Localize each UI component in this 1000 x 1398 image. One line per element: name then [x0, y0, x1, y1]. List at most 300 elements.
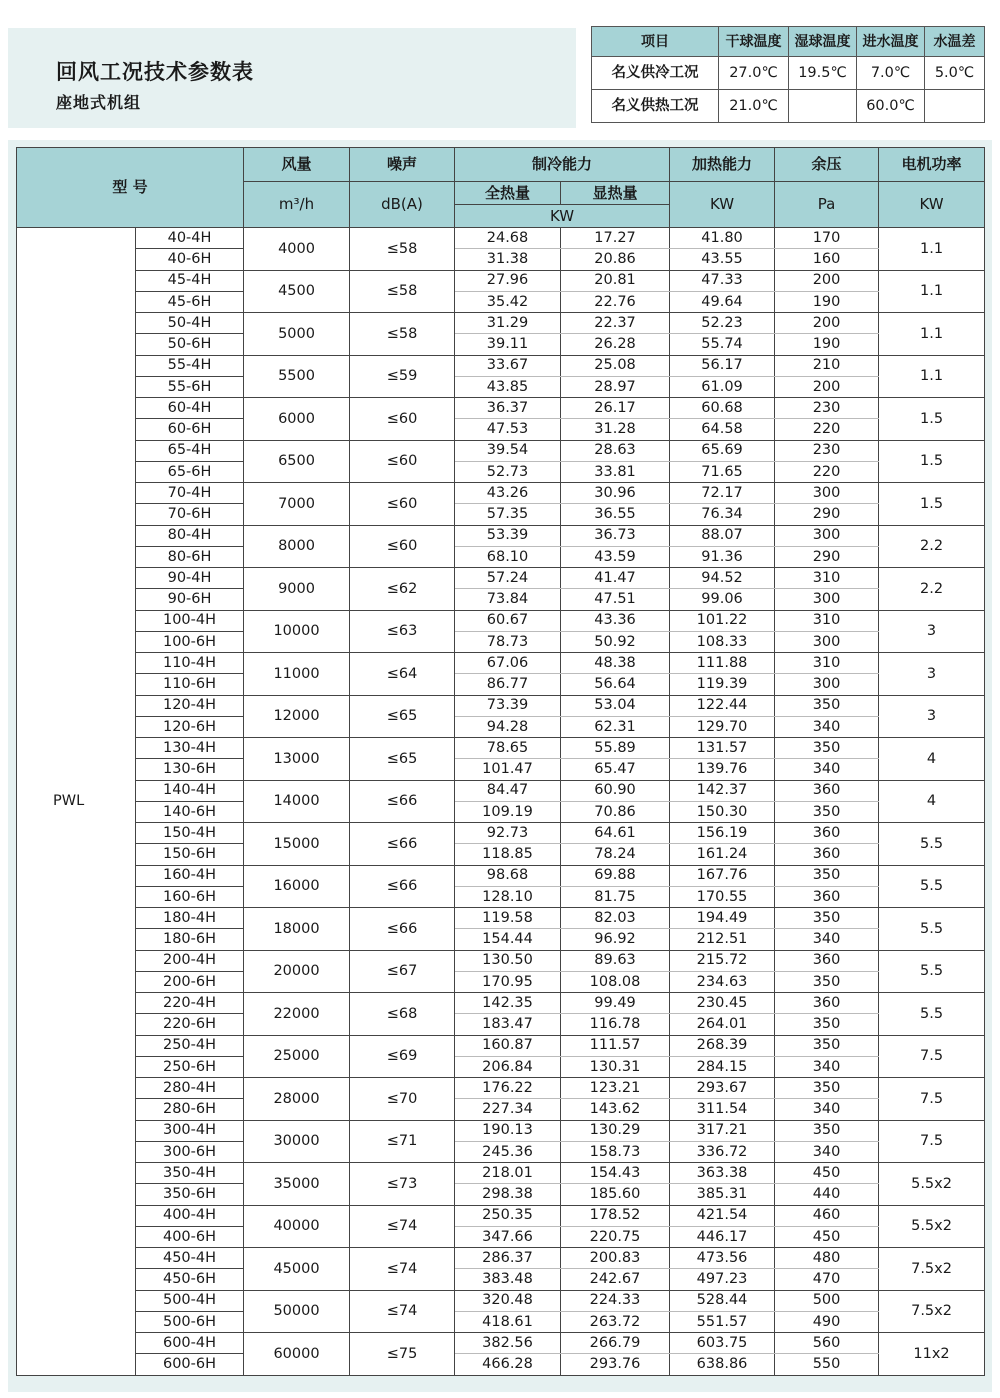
total-heat-cell: 67.06: [455, 653, 561, 674]
model-cell: 180-6H: [136, 929, 244, 950]
sensible-heat-cell: 26.17: [561, 398, 670, 419]
conditions-header-cell: 进水温度: [857, 27, 925, 57]
heating-cell: 64.58: [670, 419, 775, 440]
heating-cell: 268.39: [670, 1035, 775, 1056]
airflow-cell: 6000: [244, 398, 350, 441]
pressure-cell: 310: [775, 568, 879, 589]
table-row: [17, 1035, 985, 1056]
heating-cell: 230.45: [670, 993, 775, 1014]
motor-cell: 3: [879, 653, 985, 696]
airflow-cell: 22000: [244, 993, 350, 1036]
sensible-heat-cell: 81.75: [561, 886, 670, 907]
table-row: [17, 1311, 985, 1332]
pressure-cell: 290: [775, 546, 879, 567]
total-heat-cell: 73.39: [455, 695, 561, 716]
sensible-heat-cell: 41.47: [561, 568, 670, 589]
table-row: [17, 674, 985, 695]
motor-cell: 2.2: [879, 568, 985, 611]
motor-cell: 3: [879, 610, 985, 653]
table-row: [17, 1269, 985, 1290]
conditions-table: [591, 26, 985, 123]
model-cell: 90-4H: [136, 568, 244, 589]
table-row: [17, 270, 985, 291]
pressure-cell: 490: [775, 1311, 879, 1332]
model-cell: 70-4H: [136, 483, 244, 504]
noise-cell: ≤74: [350, 1290, 455, 1333]
pressure-cell: 220: [775, 419, 879, 440]
table-row: [17, 653, 985, 674]
conditions-header-row: [592, 27, 985, 57]
motor-cell: 1.1: [879, 313, 985, 356]
heating-cell: 71.65: [670, 461, 775, 482]
header-model: 型 号: [17, 148, 244, 228]
noise-cell: ≤66: [350, 908, 455, 951]
pressure-cell: 300: [775, 589, 879, 610]
heating-cell: 88.07: [670, 525, 775, 546]
airflow-cell: 45000: [244, 1248, 350, 1291]
pressure-cell: 350: [775, 1014, 879, 1035]
total-heat-cell: 47.53: [455, 419, 561, 440]
series-cell: PWL: [17, 228, 136, 1376]
sensible-heat-cell: 62.31: [561, 716, 670, 737]
motor-cell: 7.5x2: [879, 1290, 985, 1333]
table-row: [17, 780, 985, 801]
total-heat-cell: 206.84: [455, 1056, 561, 1077]
sensible-heat-cell: 31.28: [561, 419, 670, 440]
heating-cell: 284.15: [670, 1056, 775, 1077]
noise-cell: ≤60: [350, 483, 455, 526]
conditions-cell: 27.0℃: [719, 57, 789, 90]
sensible-heat-cell: 158.73: [561, 1141, 670, 1162]
motor-cell: 1.1: [879, 228, 985, 271]
table-row: [17, 695, 985, 716]
table-row: [17, 971, 985, 992]
sensible-heat-cell: 108.08: [561, 971, 670, 992]
sensible-heat-cell: 116.78: [561, 1014, 670, 1035]
airflow-cell: 16000: [244, 865, 350, 908]
heating-cell: 170.55: [670, 886, 775, 907]
airflow-cell: 40000: [244, 1205, 350, 1248]
sensible-heat-cell: 53.04: [561, 695, 670, 716]
header-sensible-heat: 显热量: [561, 182, 670, 205]
total-heat-cell: 118.85: [455, 844, 561, 865]
noise-cell: ≤58: [350, 228, 455, 271]
heating-cell: 167.76: [670, 865, 775, 886]
total-heat-cell: 383.48: [455, 1269, 561, 1290]
table-row: [17, 908, 985, 929]
header-pressure: 余压: [775, 148, 879, 182]
motor-cell: 1.5: [879, 483, 985, 526]
motor-cell: 5.5x2: [879, 1205, 985, 1248]
header-noise-unit: dB(A): [350, 182, 455, 228]
heating-cell: 94.52: [670, 568, 775, 589]
sensible-heat-cell: 130.29: [561, 1120, 670, 1141]
airflow-cell: 60000: [244, 1333, 350, 1376]
header-total-heat: 全热量: [455, 182, 561, 205]
heating-cell: 61.09: [670, 376, 775, 397]
heating-cell: 473.56: [670, 1248, 775, 1269]
model-cell: 200-6H: [136, 971, 244, 992]
airflow-cell: 7000: [244, 483, 350, 526]
total-heat-cell: 43.85: [455, 376, 561, 397]
table-row: [17, 1163, 985, 1184]
table-row: [17, 1056, 985, 1077]
heating-cell: 101.22: [670, 610, 775, 631]
sensible-heat-cell: 60.90: [561, 780, 670, 801]
airflow-cell: 15000: [244, 823, 350, 866]
model-cell: 400-4H: [136, 1205, 244, 1226]
model-cell: 90-6H: [136, 589, 244, 610]
heating-cell: 385.31: [670, 1184, 775, 1205]
heating-cell: 56.17: [670, 355, 775, 376]
heating-cell: 52.23: [670, 313, 775, 334]
model-cell: 450-4H: [136, 1248, 244, 1269]
model-cell: 280-4H: [136, 1078, 244, 1099]
table-row: [17, 1354, 985, 1375]
sensible-heat-cell: 26.28: [561, 334, 670, 355]
model-cell: 80-6H: [136, 546, 244, 567]
noise-cell: ≤62: [350, 568, 455, 611]
pressure-cell: 230: [775, 398, 879, 419]
table-row: [17, 504, 985, 525]
total-heat-cell: 130.50: [455, 950, 561, 971]
sensible-heat-cell: 220.75: [561, 1226, 670, 1247]
noise-cell: ≤74: [350, 1205, 455, 1248]
sensible-heat-cell: 154.43: [561, 1163, 670, 1184]
pressure-cell: 310: [775, 610, 879, 631]
noise-cell: ≤66: [350, 823, 455, 866]
model-cell: 400-6H: [136, 1226, 244, 1247]
pressure-cell: 560: [775, 1333, 879, 1354]
table-row: [17, 1184, 985, 1205]
table-row: [17, 228, 985, 249]
total-heat-cell: 73.84: [455, 589, 561, 610]
sensible-heat-cell: 70.86: [561, 801, 670, 822]
pressure-cell: 300: [775, 525, 879, 546]
heating-cell: 142.37: [670, 780, 775, 801]
spec-table-body: [17, 228, 985, 1376]
model-cell: 100-4H: [136, 610, 244, 631]
heating-cell: 336.72: [670, 1141, 775, 1162]
motor-cell: 5.5: [879, 823, 985, 866]
model-cell: 55-4H: [136, 355, 244, 376]
total-heat-cell: 31.38: [455, 249, 561, 270]
spec-table: [16, 147, 985, 1376]
heating-cell: 122.44: [670, 695, 775, 716]
conditions-label: 名义供冷工况: [592, 57, 719, 90]
table-row: [17, 993, 985, 1014]
heating-cell: 119.39: [670, 674, 775, 695]
noise-cell: ≤66: [350, 780, 455, 823]
airflow-cell: 28000: [244, 1078, 350, 1121]
noise-cell: ≤70: [350, 1078, 455, 1121]
airflow-cell: 8000: [244, 525, 350, 568]
airflow-cell: 13000: [244, 738, 350, 781]
total-heat-cell: 24.68: [455, 228, 561, 249]
heating-cell: 603.75: [670, 1333, 775, 1354]
table-row: [17, 1099, 985, 1120]
table-row: [17, 823, 985, 844]
heating-cell: 139.76: [670, 759, 775, 780]
total-heat-cell: 60.67: [455, 610, 561, 631]
pressure-cell: 190: [775, 291, 879, 312]
model-cell: 350-6H: [136, 1184, 244, 1205]
heating-cell: 161.24: [670, 844, 775, 865]
conditions-header-cell: 干球温度: [719, 27, 789, 57]
heating-cell: 551.57: [670, 1311, 775, 1332]
total-heat-cell: 98.68: [455, 865, 561, 886]
table-row: [17, 886, 985, 907]
model-cell: 150-4H: [136, 823, 244, 844]
pressure-cell: 200: [775, 376, 879, 397]
pressure-cell: 350: [775, 1035, 879, 1056]
model-cell: 110-4H: [136, 653, 244, 674]
sensible-heat-cell: 82.03: [561, 908, 670, 929]
sensible-heat-cell: 22.37: [561, 313, 670, 334]
heating-cell: 76.34: [670, 504, 775, 525]
pressure-cell: 350: [775, 1120, 879, 1141]
heating-cell: 43.55: [670, 249, 775, 270]
pressure-cell: 340: [775, 1056, 879, 1077]
pressure-cell: 470: [775, 1269, 879, 1290]
pressure-cell: 350: [775, 971, 879, 992]
pressure-cell: 480: [775, 1248, 879, 1269]
sensible-heat-cell: 185.60: [561, 1184, 670, 1205]
noise-cell: ≤67: [350, 950, 455, 993]
heating-cell: 111.88: [670, 653, 775, 674]
model-cell: 50-6H: [136, 334, 244, 355]
sensible-heat-cell: 20.81: [561, 270, 670, 291]
sensible-heat-cell: 224.33: [561, 1290, 670, 1311]
total-heat-cell: 286.37: [455, 1248, 561, 1269]
model-cell: 220-4H: [136, 993, 244, 1014]
table-row: [17, 1248, 985, 1269]
pressure-cell: 340: [775, 929, 879, 950]
header-row: [17, 148, 985, 182]
pressure-cell: 230: [775, 440, 879, 461]
sensible-heat-cell: 28.63: [561, 440, 670, 461]
motor-cell: 1.5: [879, 440, 985, 483]
total-heat-cell: 218.01: [455, 1163, 561, 1184]
heating-cell: 129.70: [670, 716, 775, 737]
pressure-cell: 350: [775, 865, 879, 886]
sensible-heat-cell: 36.55: [561, 504, 670, 525]
table-row: [17, 249, 985, 270]
total-heat-cell: 466.28: [455, 1354, 561, 1375]
sensible-heat-cell: 43.36: [561, 610, 670, 631]
total-heat-cell: 39.54: [455, 440, 561, 461]
model-cell: 450-6H: [136, 1269, 244, 1290]
airflow-cell: 4000: [244, 228, 350, 271]
header-airflow-unit: m³/h: [244, 182, 350, 228]
noise-cell: ≤65: [350, 695, 455, 738]
pressure-cell: 340: [775, 1099, 879, 1120]
pressure-cell: 460: [775, 1205, 879, 1226]
total-heat-cell: 27.96: [455, 270, 561, 291]
total-heat-cell: 418.61: [455, 1311, 561, 1332]
model-cell: 130-6H: [136, 759, 244, 780]
total-heat-cell: 36.37: [455, 398, 561, 419]
table-row: [17, 334, 985, 355]
sensible-heat-cell: 96.92: [561, 929, 670, 950]
motor-cell: 4: [879, 780, 985, 823]
pressure-cell: 360: [775, 950, 879, 971]
pressure-cell: 350: [775, 908, 879, 929]
motor-cell: 1.1: [879, 270, 985, 313]
airflow-cell: 5500: [244, 355, 350, 398]
model-cell: 160-4H: [136, 865, 244, 886]
conditions-header-cell: 项目: [592, 27, 719, 57]
model-cell: 140-6H: [136, 801, 244, 822]
total-heat-cell: 128.10: [455, 886, 561, 907]
table-row: [17, 865, 985, 886]
pressure-cell: 340: [775, 759, 879, 780]
noise-cell: ≤66: [350, 865, 455, 908]
sensible-heat-cell: 22.76: [561, 291, 670, 312]
total-heat-cell: 183.47: [455, 1014, 561, 1035]
conditions-cell: 60.0℃: [857, 90, 925, 123]
total-heat-cell: 160.87: [455, 1035, 561, 1056]
pressure-cell: 210: [775, 355, 879, 376]
table-row: [17, 1014, 985, 1035]
pressure-cell: 360: [775, 886, 879, 907]
conditions-cell: 5.0℃: [925, 57, 985, 90]
sensible-heat-cell: 43.59: [561, 546, 670, 567]
model-cell: 50-4H: [136, 313, 244, 334]
pressure-cell: 350: [775, 801, 879, 822]
airflow-cell: 18000: [244, 908, 350, 951]
heating-cell: 264.01: [670, 1014, 775, 1035]
sensible-heat-cell: 69.88: [561, 865, 670, 886]
total-heat-cell: 84.47: [455, 780, 561, 801]
total-heat-cell: 347.66: [455, 1226, 561, 1247]
heating-cell: 55.74: [670, 334, 775, 355]
total-heat-cell: 94.28: [455, 716, 561, 737]
heating-cell: 131.57: [670, 738, 775, 759]
header-motor-unit: KW: [879, 182, 985, 228]
noise-cell: ≤65: [350, 738, 455, 781]
pressure-cell: 160: [775, 249, 879, 270]
model-cell: 600-6H: [136, 1354, 244, 1375]
model-cell: 70-6H: [136, 504, 244, 525]
model-cell: 100-6H: [136, 631, 244, 652]
model-cell: 350-4H: [136, 1163, 244, 1184]
total-heat-cell: 35.42: [455, 291, 561, 312]
total-heat-cell: 53.39: [455, 525, 561, 546]
conditions-label: 名义供热工况: [592, 90, 719, 123]
motor-cell: 7.5: [879, 1120, 985, 1163]
header-airflow: 风量: [244, 148, 350, 182]
model-cell: 80-4H: [136, 525, 244, 546]
airflow-cell: 5000: [244, 313, 350, 356]
motor-cell: 7.5: [879, 1035, 985, 1078]
table-row: [17, 589, 985, 610]
pressure-cell: 300: [775, 483, 879, 504]
table-row: [17, 1078, 985, 1099]
header-cooling: 制冷能力: [455, 148, 670, 182]
noise-cell: ≤60: [350, 398, 455, 441]
pressure-cell: 550: [775, 1354, 879, 1375]
title-panel: [8, 28, 576, 128]
airflow-cell: 14000: [244, 780, 350, 823]
conditions-cell: 7.0℃: [857, 57, 925, 90]
model-cell: 40-4H: [136, 228, 244, 249]
pressure-cell: 340: [775, 1141, 879, 1162]
heating-cell: 99.06: [670, 589, 775, 610]
table-row: [17, 461, 985, 482]
pressure-cell: 440: [775, 1184, 879, 1205]
pressure-cell: 350: [775, 738, 879, 759]
model-cell: 500-6H: [136, 1311, 244, 1332]
motor-cell: 7.5x2: [879, 1248, 985, 1291]
conditions-row: [592, 57, 985, 90]
sensible-heat-cell: 30.96: [561, 483, 670, 504]
total-heat-cell: 382.56: [455, 1333, 561, 1354]
airflow-cell: 12000: [244, 695, 350, 738]
airflow-cell: 35000: [244, 1163, 350, 1206]
table-row: [17, 1141, 985, 1162]
total-heat-cell: 57.24: [455, 568, 561, 589]
sensible-heat-cell: 33.81: [561, 461, 670, 482]
model-cell: 60-6H: [136, 419, 244, 440]
pressure-cell: 360: [775, 780, 879, 801]
sensible-heat-cell: 65.47: [561, 759, 670, 780]
table-row: [17, 313, 985, 334]
heating-cell: 156.19: [670, 823, 775, 844]
model-cell: 45-4H: [136, 270, 244, 291]
total-heat-cell: 78.73: [455, 631, 561, 652]
model-cell: 120-4H: [136, 695, 244, 716]
heating-cell: 638.86: [670, 1354, 775, 1375]
table-row: [17, 440, 985, 461]
motor-cell: 5.5: [879, 950, 985, 993]
conditions-row: [592, 90, 985, 123]
model-cell: 40-6H: [136, 249, 244, 270]
total-heat-cell: 176.22: [455, 1078, 561, 1099]
total-heat-cell: 57.35: [455, 504, 561, 525]
model-cell: 600-4H: [136, 1333, 244, 1354]
heating-cell: 72.17: [670, 483, 775, 504]
heating-cell: 363.38: [670, 1163, 775, 1184]
sensible-heat-cell: 111.57: [561, 1035, 670, 1056]
heating-cell: 446.17: [670, 1226, 775, 1247]
model-cell: 150-6H: [136, 844, 244, 865]
table-row: [17, 376, 985, 397]
motor-cell: 1.1: [879, 355, 985, 398]
table-row: [17, 759, 985, 780]
pressure-cell: 200: [775, 313, 879, 334]
noise-cell: ≤60: [350, 440, 455, 483]
noise-cell: ≤60: [350, 525, 455, 568]
table-row: [17, 568, 985, 589]
sensible-heat-cell: 266.79: [561, 1333, 670, 1354]
total-heat-cell: 119.58: [455, 908, 561, 929]
noise-cell: ≤73: [350, 1163, 455, 1206]
noise-cell: ≤64: [350, 653, 455, 696]
model-cell: 55-6H: [136, 376, 244, 397]
heating-cell: 215.72: [670, 950, 775, 971]
header-heating-unit: KW: [670, 182, 775, 228]
sensible-heat-cell: 200.83: [561, 1248, 670, 1269]
table-row: [17, 1120, 985, 1141]
motor-cell: 5.5x2: [879, 1163, 985, 1206]
total-heat-cell: 245.36: [455, 1141, 561, 1162]
total-heat-cell: 78.65: [455, 738, 561, 759]
model-cell: 160-6H: [136, 886, 244, 907]
sensible-heat-cell: 36.73: [561, 525, 670, 546]
table-row: [17, 398, 985, 419]
pressure-cell: 450: [775, 1226, 879, 1247]
